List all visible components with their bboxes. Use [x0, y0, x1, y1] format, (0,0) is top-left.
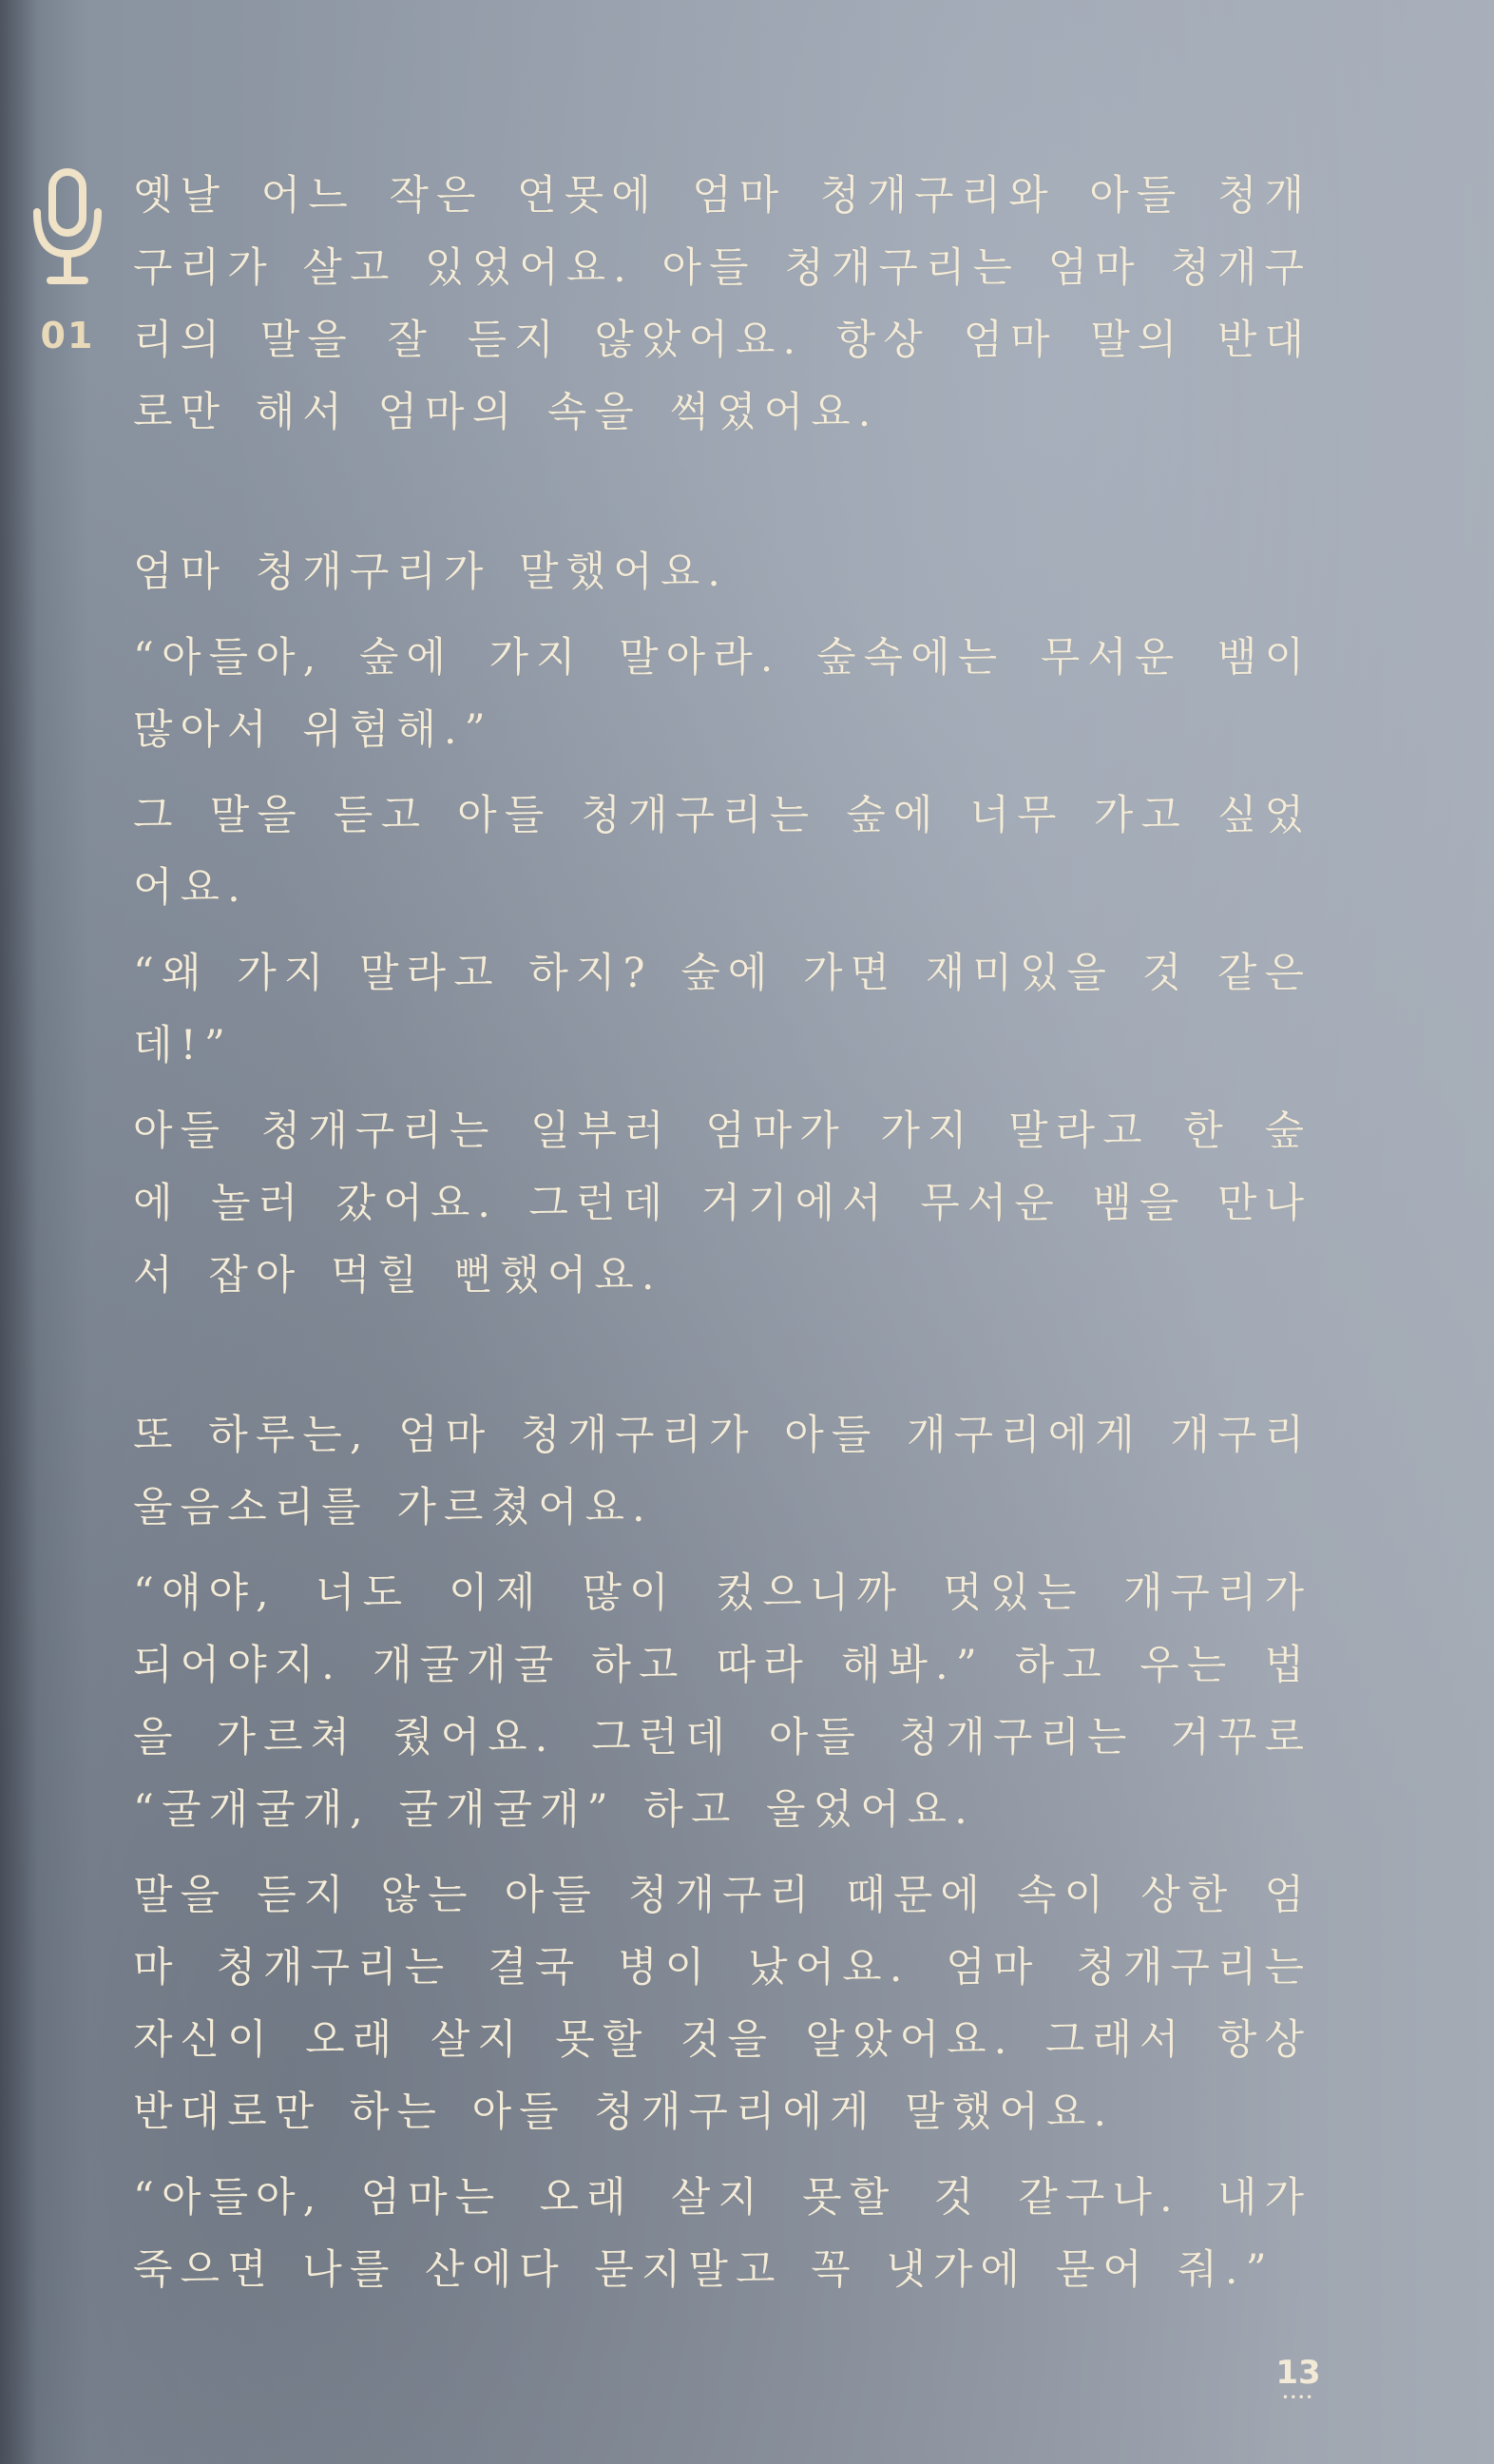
- page-number-dots: ••••: [1282, 2393, 1314, 2403]
- story-paragraph: 엄마 청개구리가 말했어요.: [133, 549, 728, 596]
- story-paragraph: “아들아, 숲에 가지 말아라. 숲속에는 무서운 뱀이 많아서 위험해.”: [133, 634, 1312, 754]
- story-text: [133, 160, 1312, 2320]
- story-paragraph: 또 하루는, 엄마 청개구리가 아들 개구리에게 개구리 울음소리를 가르쳤어요.: [133, 1412, 1312, 1531]
- story-paragraph: 그 말을 듣고 아들 청개구리는 숲에 너무 가고 싶었어요.: [133, 792, 1312, 912]
- story-paragraph: “왜 가지 말라고 하지? 숲에 가면 재미있을 것 같은데!”: [133, 950, 1312, 1069]
- track-marker: [25, 166, 110, 356]
- page-binding-shadow: [0, 0, 38, 2464]
- story-paragraph: 말을 듣지 않는 아들 청개구리 때문에 속이 상한 엄마 청개구리는 결국 병이 났어요. 엄마 청개구리는 자신이 오래 살지 못할 것을 알았어요. 그래서 항상 반대로만 하는 아들 청개구리에게 말했어요.: [133, 1872, 1312, 2136]
- story-paragraph: “아들아, 엄마는 오래 살지 못할 것 같구나. 내가 죽으면 나를 산에다 묻지말고 꼭 냇가에 묻어 줘.”: [133, 2174, 1312, 2294]
- track-number: 01: [40, 315, 95, 356]
- story-paragraph: 옛날 어느 작은 연못에 엄마 청개구리와 아들 청개구리가 살고 있었어요. 아들 청개구리는 엄마 청개구리의 말을 잘 듣지 않았어요. 항상 엄마 말의 반대로만 해서 엄마의 속을 썩였어요.: [133, 172, 1312, 436]
- page-number-text: 13: [1275, 2354, 1321, 2392]
- page-number: [1270, 2354, 1327, 2403]
- story-paragraph: 아들 청개구리는 일부러 엄마가 가지 말라고 한 숲에 놀러 갔어요. 그런데 거기에서 무서운 뱀을 만나서 잡아 먹힐 뻔했어요.: [133, 1107, 1312, 1299]
- story-paragraph: “얘야, 너도 이제 많이 컸으니까 멋있는 개구리가 되어야지. 개굴개굴 하고 따라 해봐.” 하고 우는 법을 가르쳐 줬어요. 그런데 아들 청개구리는 거꾸로 “굴개굴개, 굴개굴개” 하고 울었어요.: [133, 1569, 1312, 1834]
- microphone-icon: [28, 166, 107, 290]
